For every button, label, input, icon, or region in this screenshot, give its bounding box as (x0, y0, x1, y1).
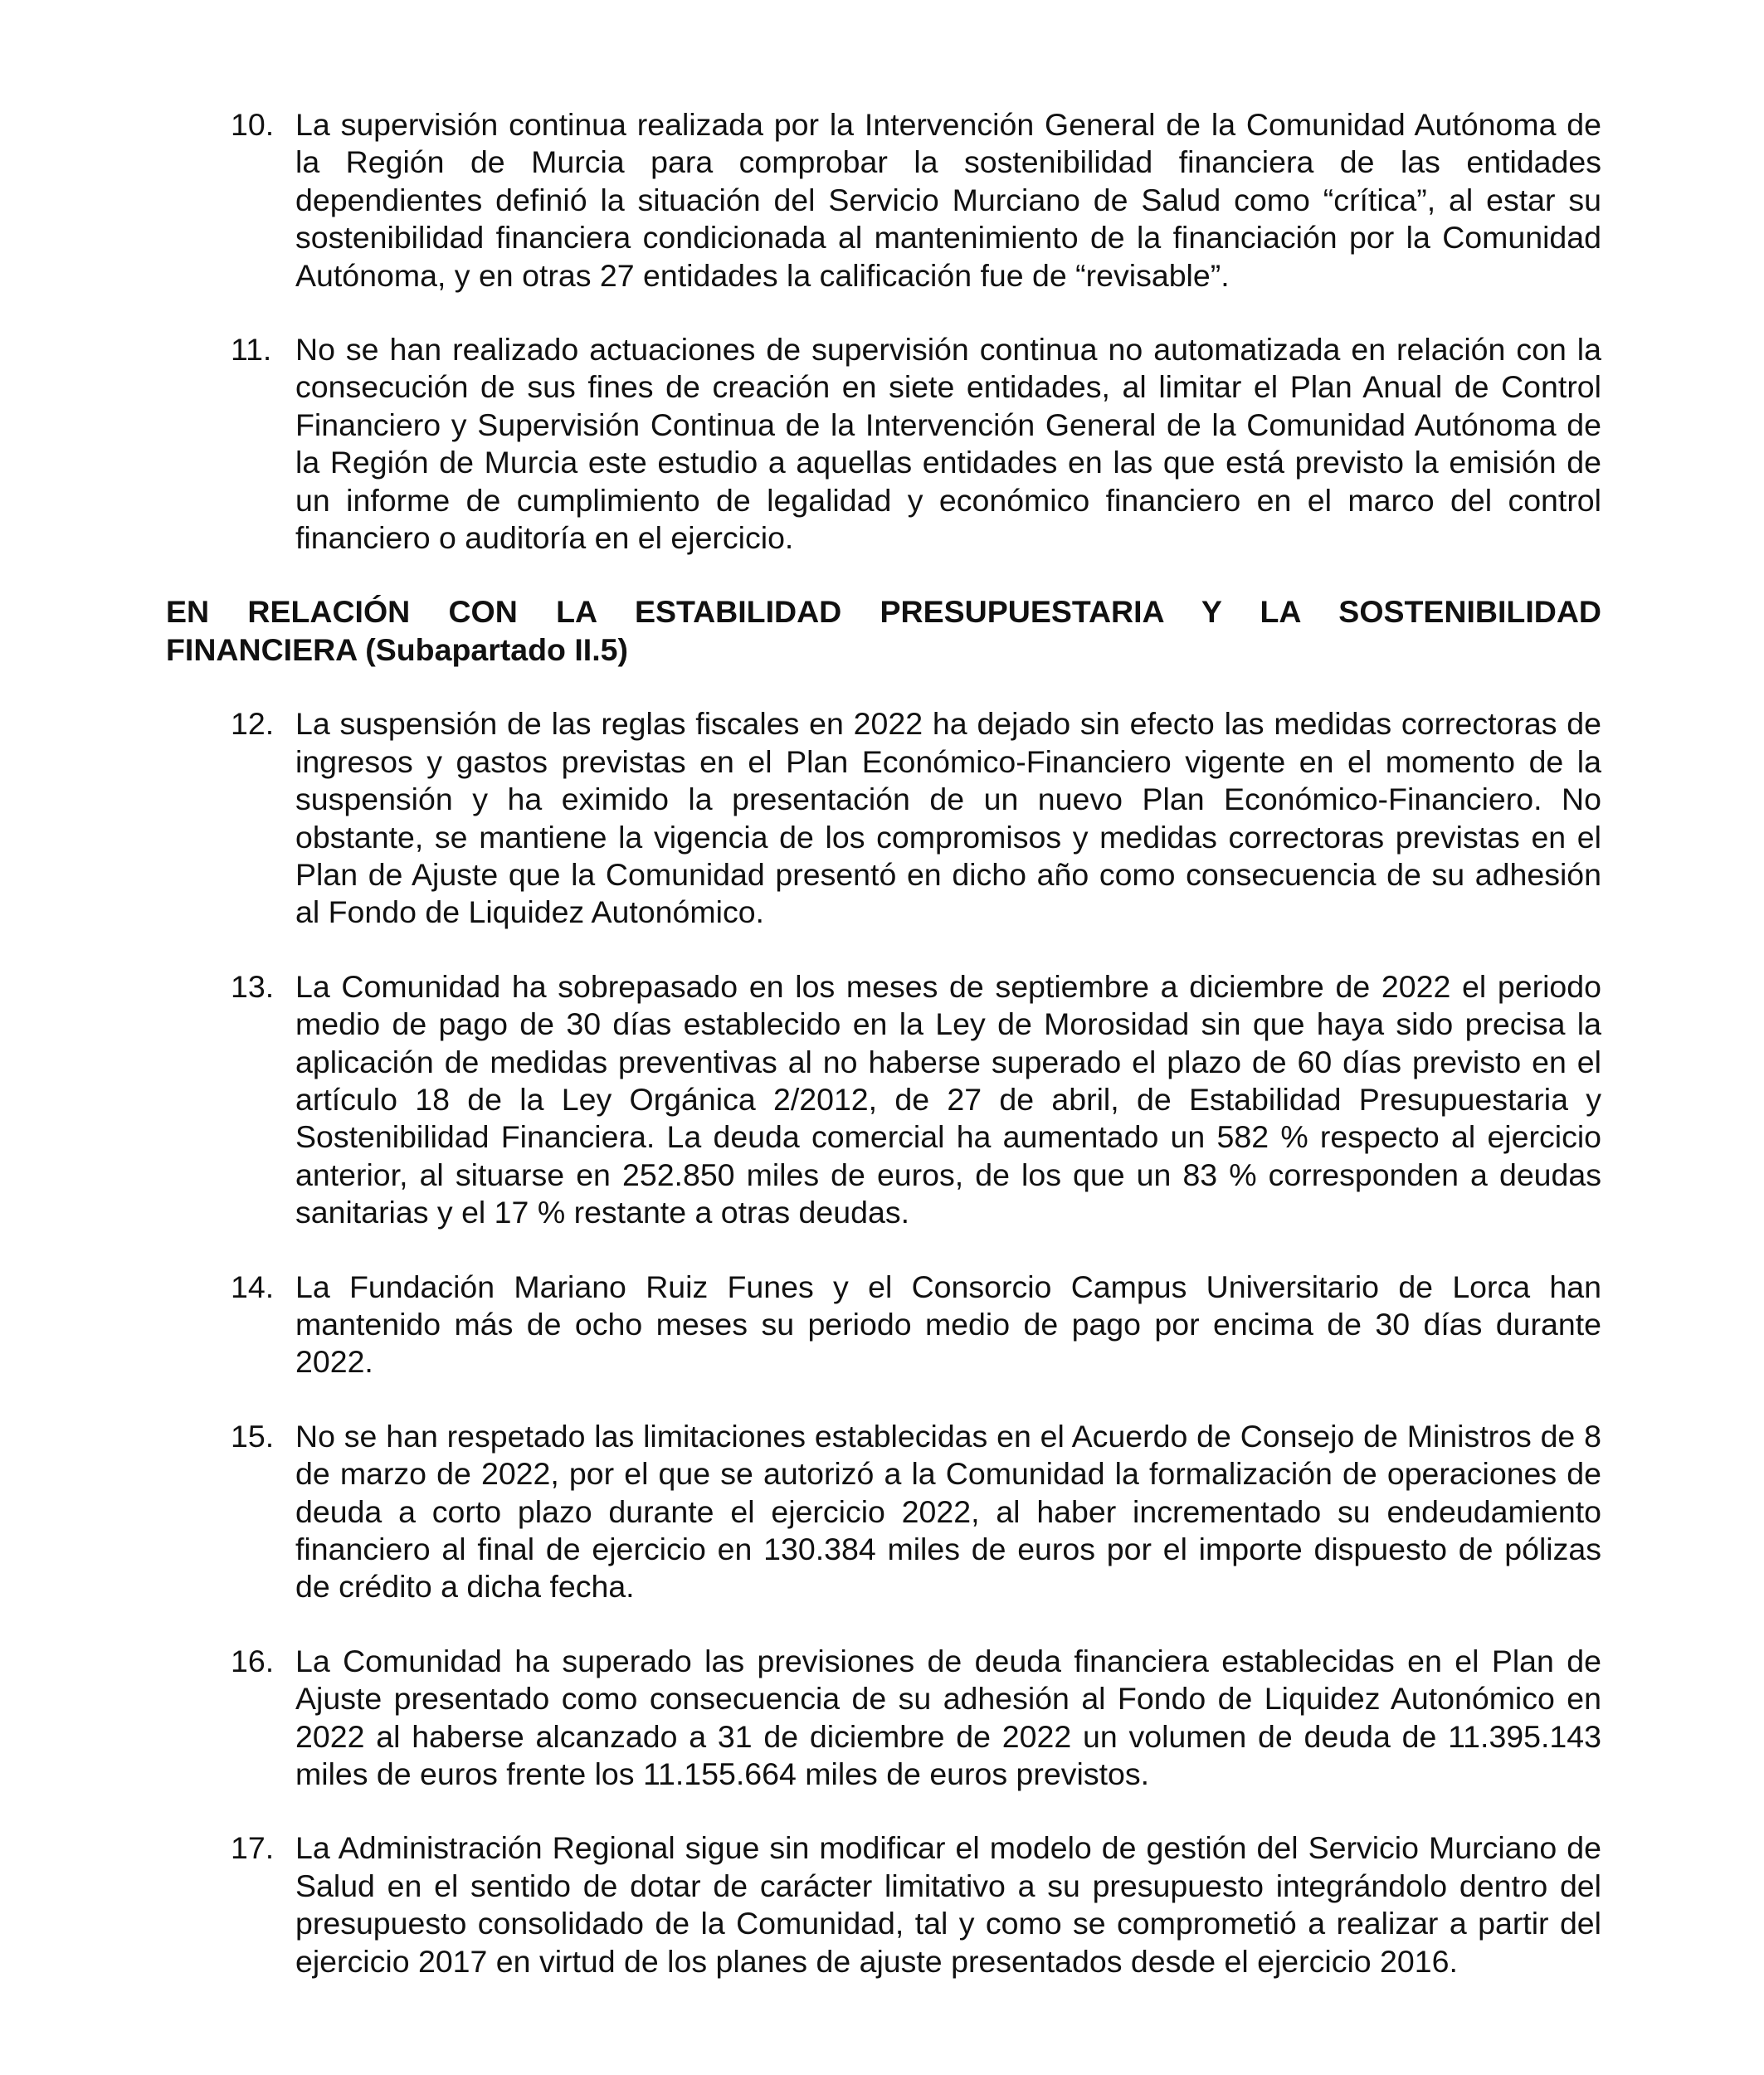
list-item-text: La supervisión continua realizada por la Intervención General de la Comunidad Autónoma de la Región de Murcia para comprobar la sostenibilidad financiera de las entidades dependientes definió la situación del Servicio Murciano de Salud como “crítica”, al estar su sostenibilidad financiera condicionada al mantenimiento de la financiación por la Comunidad Autónoma, y en otras 27 entidades la calificación fue de “revisable”. (295, 107, 1601, 293)
list-item-text: No se han realizado actuaciones de supervisión continua no automatizada en relación con la consecución de sus fines de creación en siete entidades, al limitar el Plan Anual de Control Financiero y Supervisión Continua de la Intervención General de la Comunidad Autónoma de la Región de Murcia este estudio a aquellas entidades en las que está previsto la emisión de un informe de cumplimiento de legalidad y económico financiero en el marco del control financiero o auditoría en el ejercicio. (295, 332, 1601, 556)
list-item-11 (166, 331, 1601, 557)
list-item-number: 14. (231, 1269, 275, 1304)
list-item-number: 11. (231, 332, 272, 368)
list-item-text: La suspensión de las reglas fiscales en 2022 ha dejado sin efecto las medidas correctoras de ingresos y gastos previstas en el Plan Económico-Financiero vigente en el momento de la suspensión y ha eximido la presentación de un nuevo Plan Económico-Financiero. No obstante, se mantiene la vigencia de los compromisos y medidas correctoras previstas en el Plan de Ajuste que la Comunidad presentó en dicho año como consecuencia de su adhesión al Fondo de Liquidez Autonómico. (295, 706, 1601, 930)
list-item-number: 16. (231, 1643, 275, 1678)
list-item-13 (166, 968, 1601, 1232)
list-item-16 (166, 1643, 1601, 1794)
list-item-text: La Comunidad ha sobrepasado en los meses de septiembre a diciembre de 2022 el periodo medio de pago de 30 días establecido en la Ley de Morosidad sin que haya sido precisa la aplicación de medidas preventivas al no haberse superado el plazo de 60 días previsto en el artículo 18 de la Ley Orgánica 2/2012, de 27 de abril, de Estabilidad Presupuestaria y Sostenibilidad Financiera. La deuda comercial ha aumentado un 582 % respecto al ejercicio anterior, al situarse en 252.850 miles de euros, de los que un 83 % corresponden a deudas sanitarias y el 17 % restante a otras deudas. (295, 968, 1601, 1230)
list-item-text: No se han respetado las limitaciones establecidas en el Acuerdo de Consejo de Ministros de 8 de marzo de 2022, por el que se autorizó a la Comunidad la formalización de operaciones de deuda a corto plazo durante el ejercicio 2022, al haber incrementado su endeudamiento financiero al final de ejercicio en 130.384 miles de euros por el importe dispuesto de pólizas de crédito a dicha fecha. (295, 1418, 1601, 1605)
section-heading-line-1: EN RELACIÓN CON LA ESTABILIDAD PRESUPUESTARIA Y LA SOSTENIBILIDAD (166, 594, 1601, 630)
list-item-number: 10. (231, 107, 275, 142)
document-body (166, 106, 1601, 2017)
list-item-number: 12. (231, 706, 275, 742)
list-item-17 (166, 1829, 1601, 1980)
list-item-12 (166, 705, 1601, 931)
list-item-number: 15. (231, 1418, 275, 1454)
list-item-10 (166, 106, 1601, 295)
list-item-14 (166, 1269, 1601, 1381)
section-heading (166, 593, 1601, 669)
list-item-text: La Administración Regional sigue sin modificar el modelo de gestión del Servicio Murciano de Salud en el sentido de dotar de carácter limitativo a su presupuesto integrándolo dentro del presupuesto consolidado de la Comunidad, tal y como se comprometió a realizar a partir del ejercicio 2017 en virtud de los planes de ajuste presentados desde el ejercicio 2016. (295, 1830, 1601, 1979)
section-heading-line-2: FINANCIERA (Subapartado II.5) (166, 631, 628, 667)
list-item-text: La Comunidad ha superado las previsiones de deuda financiera establecidas en el Plan de Ajuste presentado como consecuencia de su adhesión al Fondo de Liquidez Autonómico en 2022 al haberse alcanzado a 31 de diciembre de 2022 un volumen de deuda de 11.395.143 miles de euros frente los 11.155.664 miles de euros previstos. (295, 1643, 1601, 1792)
list-item-number: 17. (231, 1830, 275, 1866)
list-item-text: La Fundación Mariano Ruiz Funes y el Consorcio Campus Universitario de Lorca han mantenido más de ocho meses su periodo medio de pago por encima de 30 días durante 2022. (295, 1269, 1601, 1380)
list-item-number: 13. (231, 968, 275, 1004)
list-item-15 (166, 1418, 1601, 1606)
